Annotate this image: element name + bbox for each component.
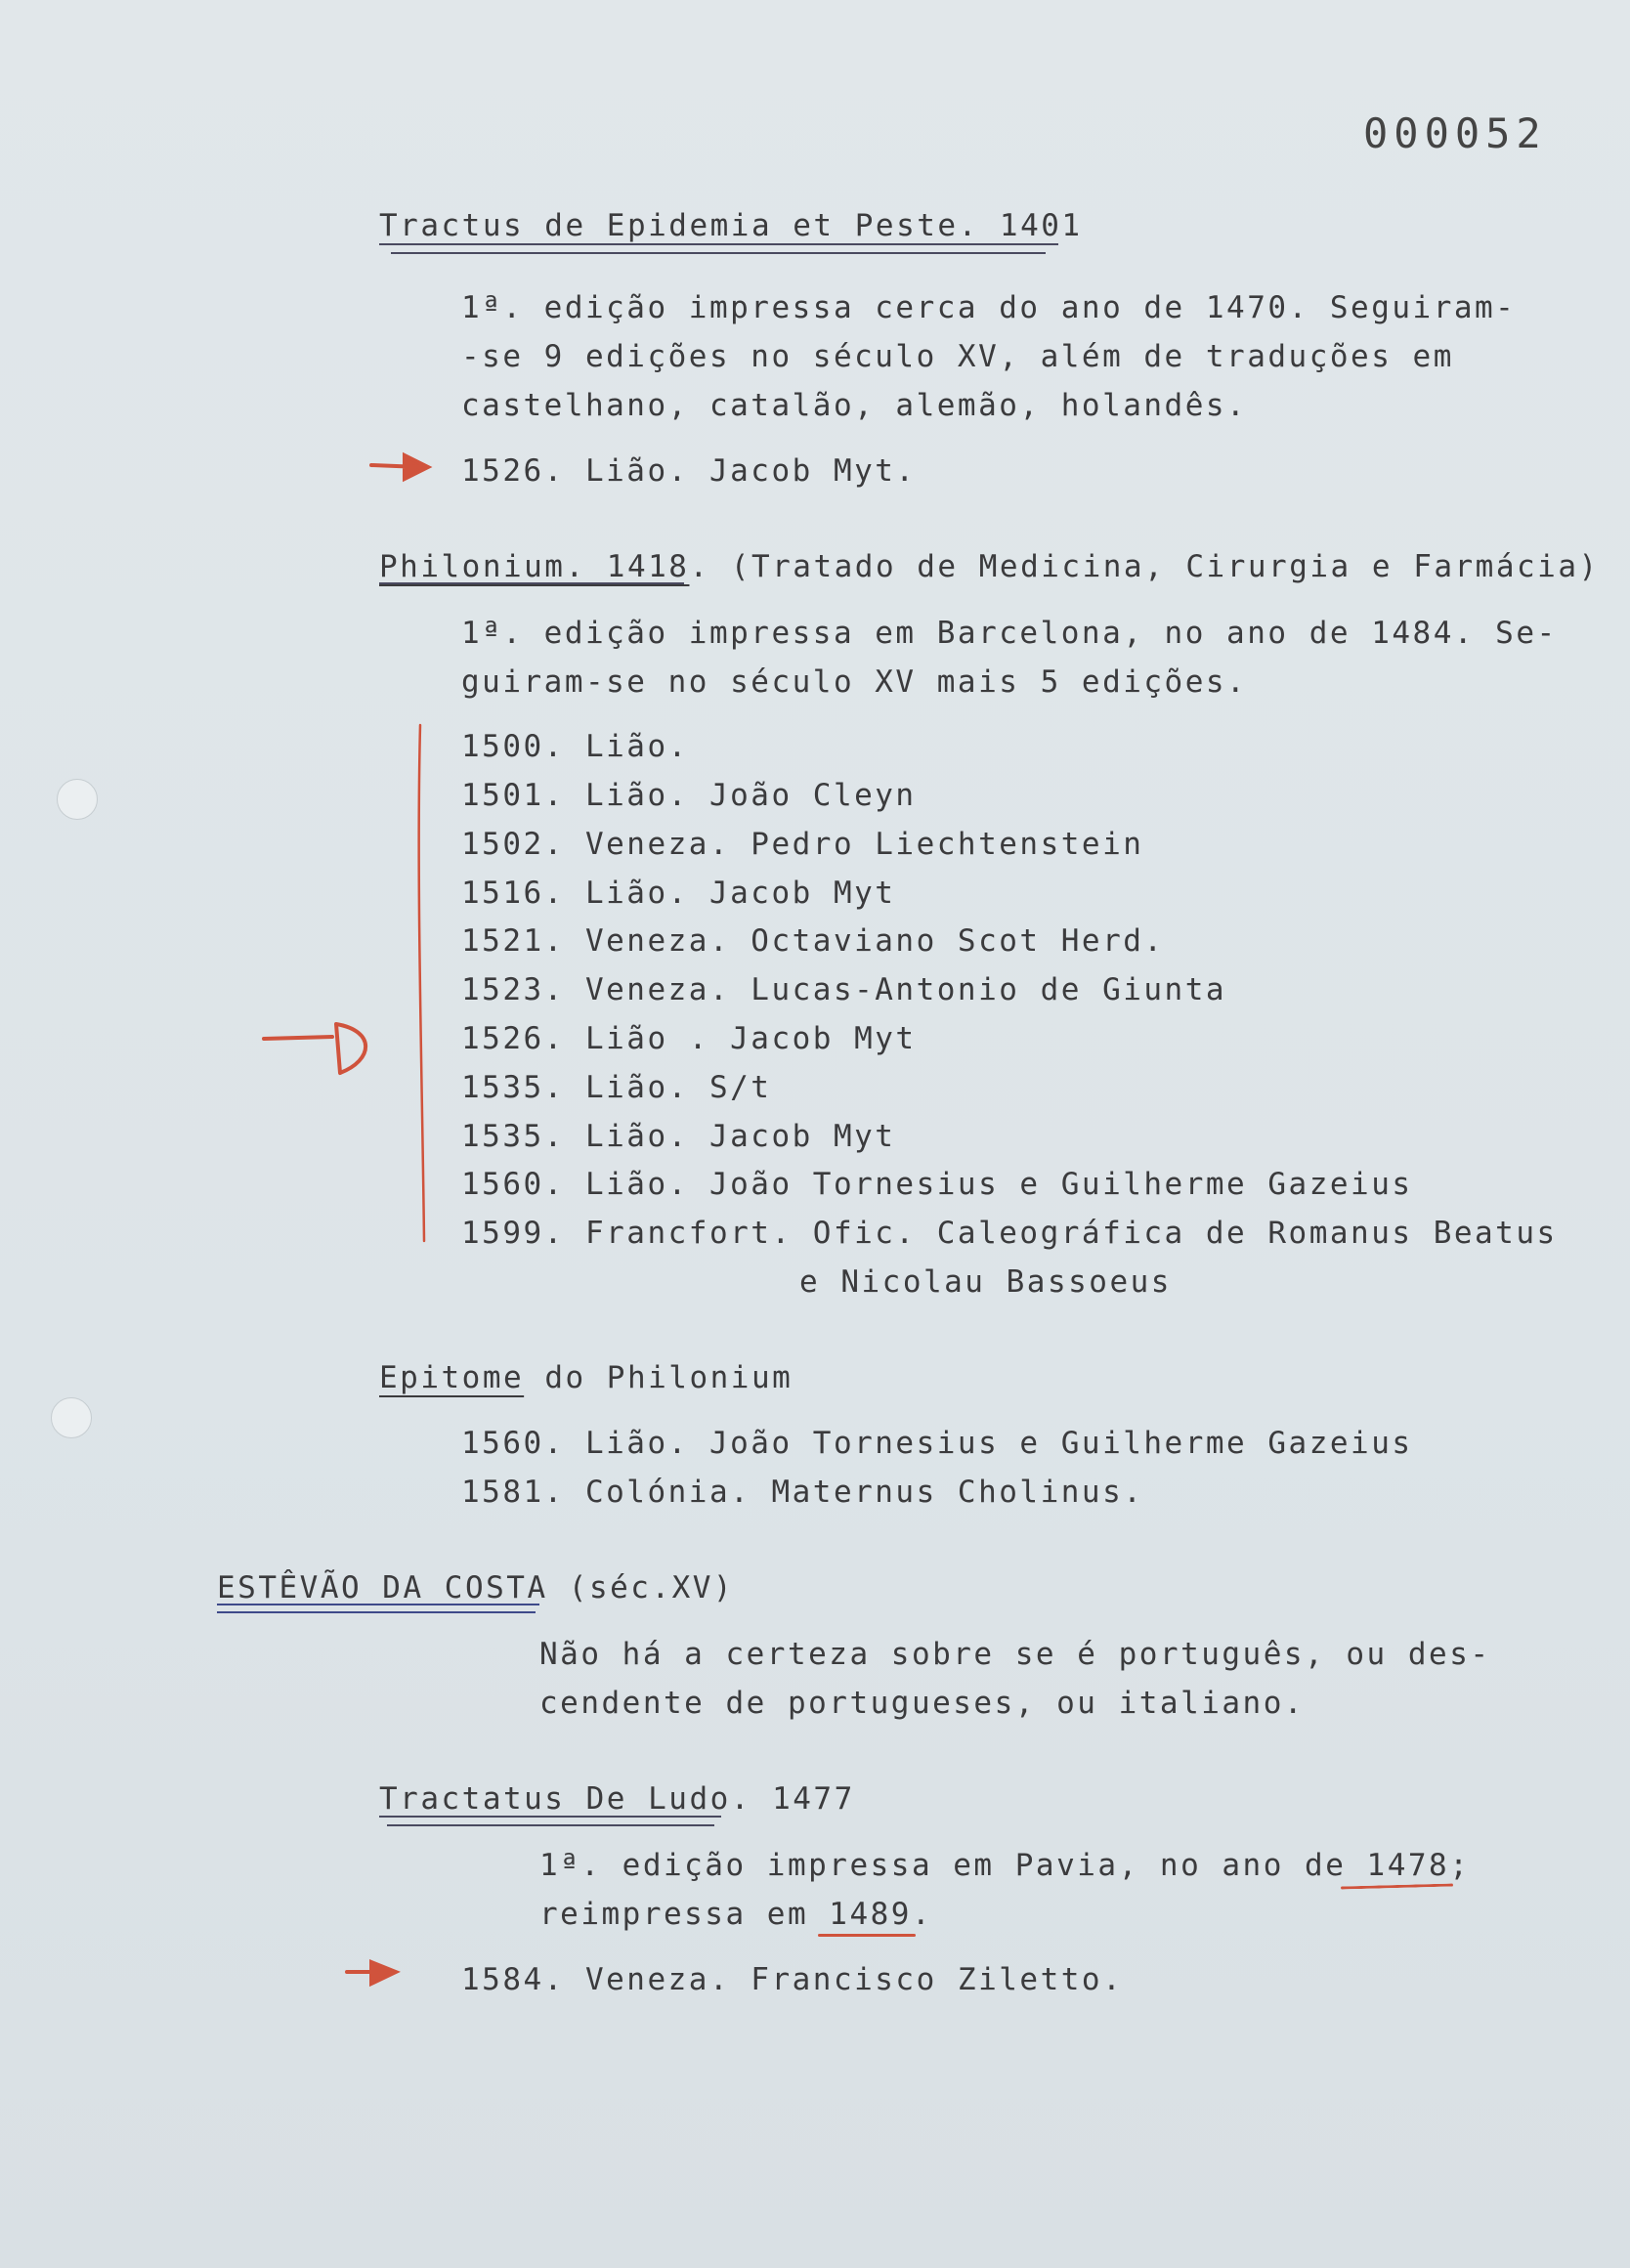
ludo-title: Tractatus De Ludo [379, 1781, 731, 1817]
author-period: (séc.XV) [547, 1570, 735, 1605]
section-title-tractus: Tractus de Epidemia et Peste. 1401 [379, 208, 1083, 243]
description-line: 1ª. edição impressa cerca do ano de 1470. Seguiram- [461, 290, 1517, 325]
description-line: -se 9 edições no século XV, além de traduções em [461, 339, 1454, 374]
arrow-mark-icon [347, 1962, 396, 1984]
description-line: 1ª. edição impressa em Barcelona, no ano de 1484. Se- [461, 616, 1558, 651]
description-line: reimpressa em 1489. [539, 1897, 933, 1932]
epitome-title: Epitome [379, 1360, 525, 1395]
edition-entry: 1535. Lião. S/t [461, 1070, 772, 1105]
edition-entry: 1500. Lião. [461, 729, 689, 764]
edition-entry: 1523. Veneza. Lucas-Antonio de Giunta [461, 972, 1227, 1007]
edition-entry: 1560. Lião. João Tornesius e Guilherme Gazeius [461, 1426, 1413, 1461]
philonium-title: Philonium. 1418 [379, 549, 690, 584]
arrow-mark-icon [264, 1024, 365, 1073]
edition-entry: 1599. Francfort. Ofic. Caleográfica de Romanus Beatus [461, 1216, 1558, 1251]
edition-entry: 1521. Veneza. Octaviano Scot Herd. [461, 923, 1165, 959]
author-name: ESTÊVÃO DA COSTA [217, 1570, 548, 1605]
edition-entry: 1501. Lião. João Cleyn [461, 778, 917, 813]
edition-entry: 1516. Lião. Jacob Myt [461, 876, 896, 911]
description-line: castelhano, catalão, alemão, holandês. [461, 388, 1248, 423]
edition-entry: 1560. Lião. João Tornesius e Guilherme Gazeius [461, 1167, 1413, 1202]
arrow-mark-icon [371, 455, 428, 479]
edition-entry: 1526. Lião . Jacob Myt [461, 1021, 917, 1056]
edition-entry-continuation: e Nicolau Bassoeus [799, 1264, 1172, 1300]
edition-entry: 1502. Veneza. Pedro Liechtenstein [461, 827, 1144, 862]
description-line: Não há a certeza sobre se é português, ou des- [539, 1637, 1491, 1672]
edition-entry: 1535. Lião. Jacob Myt [461, 1119, 896, 1154]
margin-bracket-line [419, 725, 424, 1241]
ludo-title-rest: . 1477 [730, 1781, 855, 1817]
philonium-subtitle: . (Tratado de Medicina, Cirurgia e Farmácia) [689, 549, 1600, 584]
edition-entry: 1581. Colónia. Maternus Cholinus. [461, 1475, 1144, 1510]
description-line: guiram-se no século XV mais 5 edições. [461, 664, 1248, 700]
page-number: 000052 [1363, 109, 1547, 157]
edition-entry: 1584. Veneza. Francisco Ziletto. [461, 1962, 1124, 1997]
description-line: 1ª. edição impressa em Pavia, no ano de 1478; [539, 1848, 1471, 1883]
epitome-title-rest: do Philonium [524, 1360, 794, 1395]
edition-entry: 1526. Lião. Jacob Myt. [461, 453, 917, 489]
description-line: cendente de portugueses, ou italiano. [539, 1686, 1306, 1721]
